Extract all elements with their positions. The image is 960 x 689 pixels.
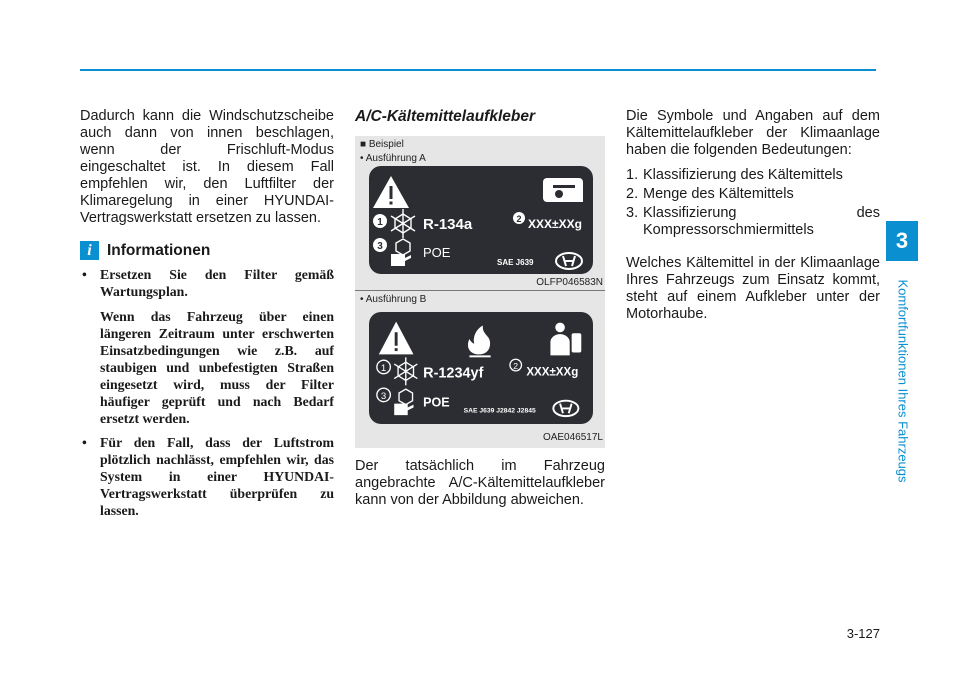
sticker-b-graphics (369, 312, 593, 420)
svg-text:3: 3 (380, 390, 387, 402)
page-number: 3-127 (846, 626, 880, 641)
list-item: 3. Klassifizierung des Kompressorschmiermittels (626, 205, 880, 238)
refrigerant-sticker-a (369, 166, 593, 274)
svg-text:1: 1 (380, 362, 387, 374)
info-title: Informationen (107, 241, 211, 259)
column-right (626, 108, 880, 323)
column-middle (355, 108, 605, 509)
figure-code-a: OLFP046583N (536, 277, 603, 288)
svg-text:R-1234yf: R-1234yf (423, 365, 484, 382)
example-label: ■ Beispiel (360, 139, 404, 150)
figure-code-b: OAE046517L (542, 432, 603, 443)
figure-note: Der tatsächlich im Fahrzeug angebrachte A/C-Kältemittelaufkleber kann von der Abbildung abweichen. (355, 458, 605, 508)
list-item: 1. Klassifizierung des Kältemittels (626, 167, 843, 183)
chapter-title: Komfortfunktionen Ihres Fahrzeugs (895, 279, 911, 483)
svg-text:2: 2 (513, 360, 519, 371)
svg-text:XXX±XXg: XXX±XXg (526, 366, 579, 379)
bullet-main: Für den Fall, dass der Luftstrom plötzlich nachlässt, empfehlen wir, das System in einer HYUNDAI-Vertragswerkstatt überprüfen zu lassen. (100, 435, 334, 518)
service-technician-icon (550, 323, 581, 356)
variant-a-label: • Ausführung A (360, 153, 426, 164)
svg-text:SAE J639: SAE J639 (497, 258, 534, 267)
oil-can-icon (391, 254, 411, 266)
svg-text:POE: POE (423, 245, 451, 260)
refrigerant-sticker-b (369, 312, 593, 424)
bullet-dot: • (82, 435, 87, 450)
oil-icon (399, 389, 413, 404)
svg-text:2: 2 (516, 214, 522, 224)
svg-text:XXX±XXg: XXX±XXg (528, 217, 582, 231)
svg-text:SAE J639 J2842 J2845: SAE J639 J2842 J2845 (463, 407, 536, 415)
sticker-a-graphics (369, 166, 593, 274)
location-paragraph: Welches Kältemittel in der Klimaanlage Ihres Fahrzeugs zum Einsatz kommt, steht auf einem Aufkleber unter der Motorhaube. (626, 255, 880, 322)
header-rule (80, 69, 876, 71)
info-heading (80, 241, 334, 260)
list-item: 2. Menge des Kältemittels (626, 186, 794, 202)
oil-icon (396, 239, 410, 255)
section-title: A/C-Kältemittelaufkleber (355, 108, 536, 125)
info-bullets (80, 266, 334, 519)
column-left (80, 108, 334, 519)
refrigerant-icon (394, 357, 417, 385)
chapter-tab: 3 (886, 221, 918, 261)
oil-can-icon (394, 404, 413, 416)
list-item (80, 266, 334, 427)
refrigerant-label-figure (355, 136, 605, 448)
meanings-list (626, 167, 880, 239)
svg-text:POE: POE (423, 395, 450, 410)
figure-divider (355, 290, 605, 291)
svg-text:3: 3 (377, 241, 383, 252)
svg-text:R-134a: R-134a (423, 216, 473, 233)
refrigerant-icon (391, 209, 415, 238)
variant-b-label: • Ausführung B (360, 294, 427, 305)
intro-paragraph: Dadurch kann die Windschutzscheibe auch dann von innen beschlagen, wenn der Frischluft-Modus eingeschaltet ist. In diesem Fall empfehlen wir, den Luftfilter der Klimaregelung in einer HYUNDAI-Vertragswerkstatt ersetzen zu lassen. (80, 108, 334, 226)
bullet-sub: Wenn das Fahrzeug über einen längeren Zeitraum unter erschwerten Einsatzbedingungen wie z.B. auf staubigen und unbefestigten Straßen eingesetzt wird, muss der Filter häufiger geprüft und nach Bedarf ersetzt werden. (100, 309, 334, 426)
list-item (80, 434, 334, 519)
flammable-icon (468, 326, 490, 355)
svg-text:1: 1 (377, 217, 383, 228)
bullet-dot: • (82, 267, 87, 282)
info-icon: i (80, 241, 99, 260)
bullet-main: Ersetzen Sie den Filter gemäß Wartungsplan. (100, 267, 334, 299)
service-manual-icon (543, 178, 583, 202)
meanings-intro: Die Symbole und Angaben auf dem Kältemittelaufkleber der Klimaanlage haben die folgenden Bedeutungen: (626, 108, 880, 158)
